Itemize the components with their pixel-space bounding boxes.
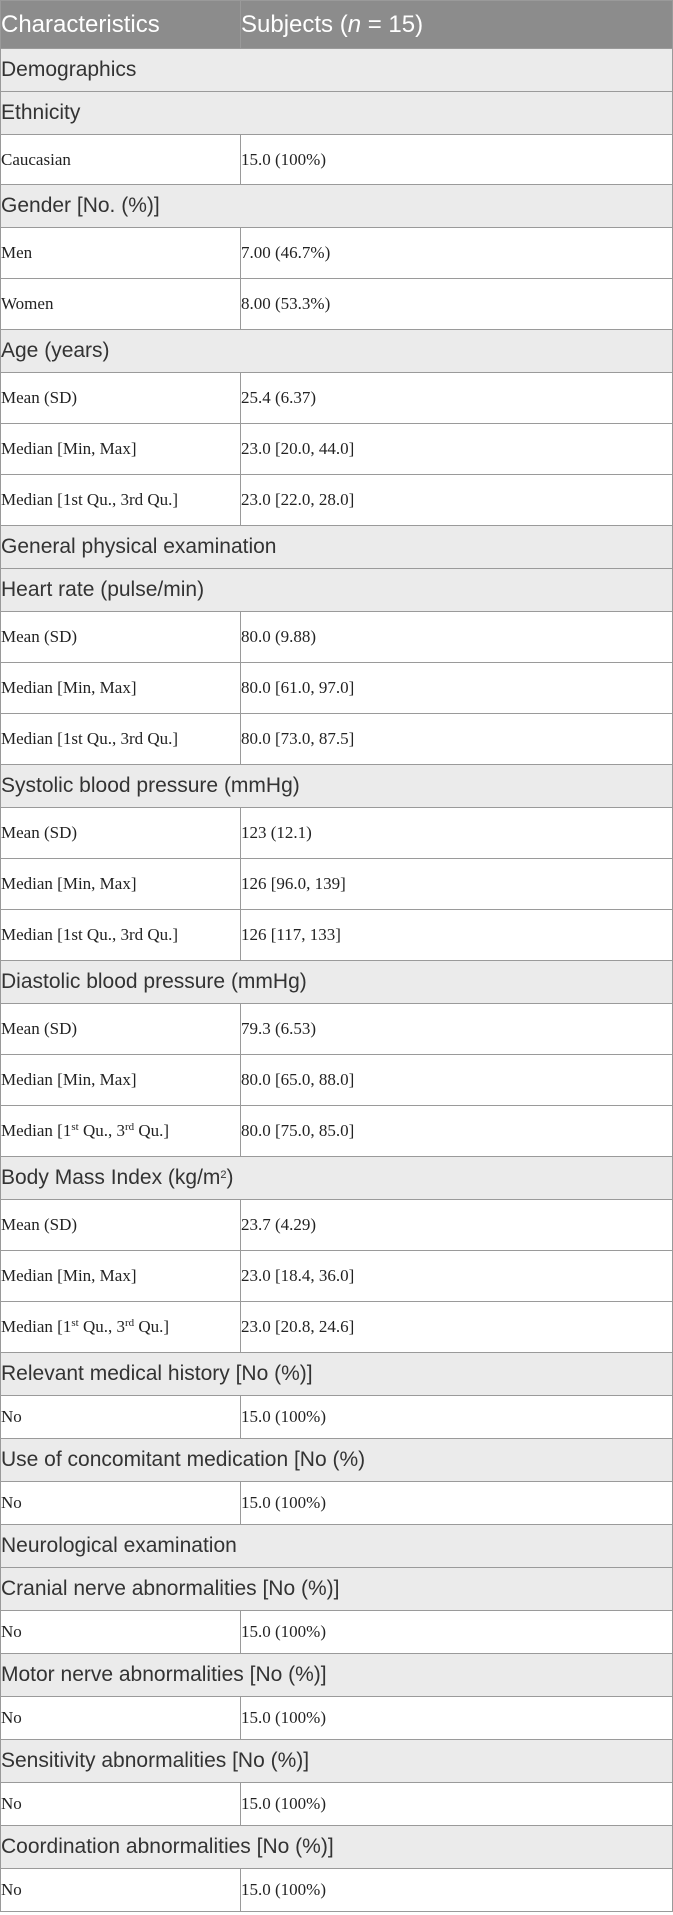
table-row (1, 1106, 673, 1157)
section-label: Coordination abnormalities [No (%)] (1, 1826, 673, 1869)
section-row (1, 961, 673, 1004)
section-row (1, 1525, 673, 1568)
row-value: 79.3 (6.53) (241, 1004, 673, 1055)
row-value: 80.0 [73.0, 87.5] (241, 714, 673, 765)
section-label: Heart rate (pulse/min) (1, 569, 673, 612)
section-label: Body Mass Index $(kg/m^2)$ (1, 1157, 673, 1200)
row-label: No (1, 1396, 241, 1439)
row-value: 23.7 (4.29) (241, 1200, 673, 1251)
table-row (1, 1611, 673, 1654)
section-label: Demographics (1, 49, 673, 92)
section-row (1, 49, 673, 92)
section-row (1, 92, 673, 135)
row-value: 80.0 (9.88) (241, 612, 673, 663)
header-subjects: Subjects (n = 15) (241, 1, 673, 49)
table-row (1, 859, 673, 910)
table-row (1, 808, 673, 859)
row-label: Median [Min, Max] (1, 663, 241, 714)
table-row (1, 135, 673, 185)
row-label: Median [1st Qu., 3rd Qu.] (1, 1106, 241, 1157)
row-value: 7.00 (46.7%) (241, 228, 673, 279)
row-label: Median [1st Qu., 3rd Qu.] (1, 475, 241, 526)
table-row (1, 714, 673, 765)
row-value: 126 [117, 133] (241, 910, 673, 961)
section-label: Age (years) (1, 330, 673, 373)
row-label: Mean (SD) (1, 808, 241, 859)
row-value: 15.0 (100%) (241, 1697, 673, 1740)
table-row (1, 910, 673, 961)
table-row (1, 663, 673, 714)
table-row (1, 612, 673, 663)
section-label: Use of concomitant medication [No (%) (1, 1439, 673, 1482)
row-value: 8.00 (53.3%) (241, 279, 673, 330)
section-label: Neurological examination (1, 1525, 673, 1568)
row-value: 15.0 (100%) (241, 1783, 673, 1826)
row-label: Women (1, 279, 241, 330)
table-row (1, 279, 673, 330)
row-label: Men (1, 228, 241, 279)
row-value: 123 (12.1) (241, 808, 673, 859)
row-value: 80.0 [75.0, 85.0] (241, 1106, 673, 1157)
row-label: Mean (SD) (1, 612, 241, 663)
section-row (1, 569, 673, 612)
row-label: No (1, 1783, 241, 1826)
row-label: Median [Min, Max] (1, 859, 241, 910)
row-value: 23.0 [20.8, 24.6] (241, 1302, 673, 1353)
section-row (1, 1157, 673, 1200)
section-label: Motor nerve abnormalities [No (%)] (1, 1654, 673, 1697)
section-label: General physical examination (1, 526, 673, 569)
row-value: 15.0 (100%) (241, 1396, 673, 1439)
row-label: Median [1st Qu., 3rd Qu.] (1, 714, 241, 765)
table-row (1, 1869, 673, 1912)
row-value: 25.4 (6.37) (241, 373, 673, 424)
section-label: Gender [No. (%)] (1, 185, 673, 228)
table-row (1, 475, 673, 526)
row-label: Caucasian (1, 135, 241, 185)
table-row (1, 1396, 673, 1439)
table-row (1, 1055, 673, 1106)
section-row (1, 1740, 673, 1783)
section-row (1, 765, 673, 808)
table-row (1, 1251, 673, 1302)
row-label: Mean (SD) (1, 373, 241, 424)
row-value: 80.0 [61.0, 97.0] (241, 663, 673, 714)
section-row (1, 185, 673, 228)
row-label: No (1, 1611, 241, 1654)
row-label: Median [1st Qu., 3rd Qu.] (1, 910, 241, 961)
row-value: 23.0 [18.4, 36.0] (241, 1251, 673, 1302)
row-label: No (1, 1697, 241, 1740)
section-label: Ethnicity (1, 92, 673, 135)
table-row (1, 1482, 673, 1525)
row-label: Median [Min, Max] (1, 1055, 241, 1106)
section-row (1, 1654, 673, 1697)
row-label: Mean (SD) (1, 1200, 241, 1251)
table-row (1, 424, 673, 475)
row-value: 80.0 [65.0, 88.0] (241, 1055, 673, 1106)
row-label: No (1, 1482, 241, 1525)
section-row (1, 1353, 673, 1396)
row-value: 15.0 (100%) (241, 135, 673, 185)
row-label: No (1, 1869, 241, 1912)
section-label: Diastolic blood pressure (mmHg) (1, 961, 673, 1004)
table-row (1, 373, 673, 424)
row-label: Mean (SD) (1, 1004, 241, 1055)
table-row (1, 1200, 673, 1251)
table-header-row (1, 1, 673, 49)
table-row (1, 1004, 673, 1055)
table-row (1, 228, 673, 279)
row-value: 15.0 (100%) (241, 1482, 673, 1525)
row-value: 15.0 (100%) (241, 1869, 673, 1912)
section-label: Sensitivity abnormalities [No (%)] (1, 1740, 673, 1783)
row-value: 15.0 (100%) (241, 1611, 673, 1654)
section-row (1, 1568, 673, 1611)
row-value: 23.0 [20.0, 44.0] (241, 424, 673, 475)
section-label: Cranial nerve abnormalities [No (%)] (1, 1568, 673, 1611)
row-label: Median [Min, Max] (1, 424, 241, 475)
section-row (1, 1826, 673, 1869)
row-value: 23.0 [22.0, 28.0] (241, 475, 673, 526)
section-row (1, 1439, 673, 1482)
section-label: Systolic blood pressure (mmHg) (1, 765, 673, 808)
table-row (1, 1783, 673, 1826)
row-value: 126 [96.0, 139] (241, 859, 673, 910)
section-label: Relevant medical history [No (%)] (1, 1353, 673, 1396)
header-characteristics: Characteristics (1, 1, 241, 49)
row-label: Median [Min, Max] (1, 1251, 241, 1302)
table-row (1, 1302, 673, 1353)
table-row (1, 1697, 673, 1740)
section-row (1, 526, 673, 569)
section-row (1, 330, 673, 373)
table-body (1, 49, 673, 1912)
row-label: Median [1st Qu., 3rd Qu.] (1, 1302, 241, 1353)
